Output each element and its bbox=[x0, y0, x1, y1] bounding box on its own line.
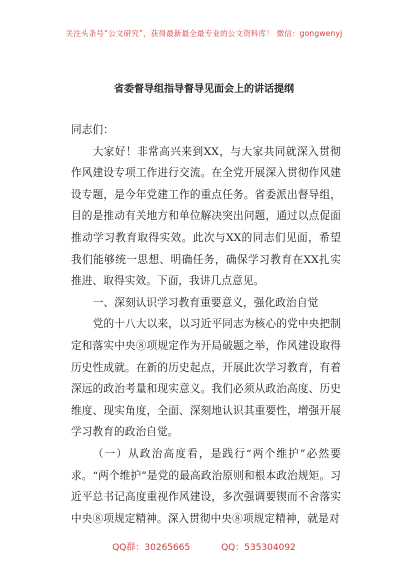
document-body bbox=[71, 120, 341, 530]
document-title: 省委督导组指导督导见面会上的讲话提纲 bbox=[114, 84, 294, 95]
qq-contact: QQ：535304092 bbox=[221, 543, 296, 553]
footer bbox=[0, 540, 408, 553]
qq-group: QQ群：30265665 bbox=[112, 543, 191, 553]
section-heading: 一、深刻认识学习教育重要意义，强化政治自觉 bbox=[92, 296, 319, 309]
paragraph: 党的十八大以来，以习近平同志为核心的党中央把制定和落实中央⑧项规定作为开局破题之举，作风建设取得历史性成就。在新的历史起点，开展此次学习教育，有着深远的政治考量和现实意义。我们必须从政治高度、历史维度、现实角度，全面、深刻地认识其重要性，增强开展学习教育的政治自觉。 bbox=[71, 318, 341, 439]
paragraph: （一）从政治高度看，是践行“两个维护”必然要求。“两个维护”是党的最高政治原则和根本政治规矩。习近平总书记高度重视作风建设，多次强调要锲而不舍落实中央⑧项规定精神。深入贯彻中央⑧项规定精神，就是对 bbox=[71, 447, 341, 525]
header-notice: 关注头条号“公文研究”，获得最新最全最专业的公文资料库！ 微信：gongwenyj bbox=[65, 29, 343, 38]
paragraph: 大家好！非常高兴来到XX，与大家共同就深入贯彻作风建设专项工作进行交流。在全党开展深入贯彻作风建设专题，是今年党建工作的重点任务。省委派出督导组，目的是推动有关地方和单位解决突出问题，通过以点促面推动学习教育取得实效。此次与XX的同志们见面，希望我们能够统一思想、明确任务，确保学习教育在XX扎实推进、取得实效。下面，我讲几点意见。 bbox=[71, 145, 341, 288]
greeting: 同志们： bbox=[71, 124, 114, 136]
